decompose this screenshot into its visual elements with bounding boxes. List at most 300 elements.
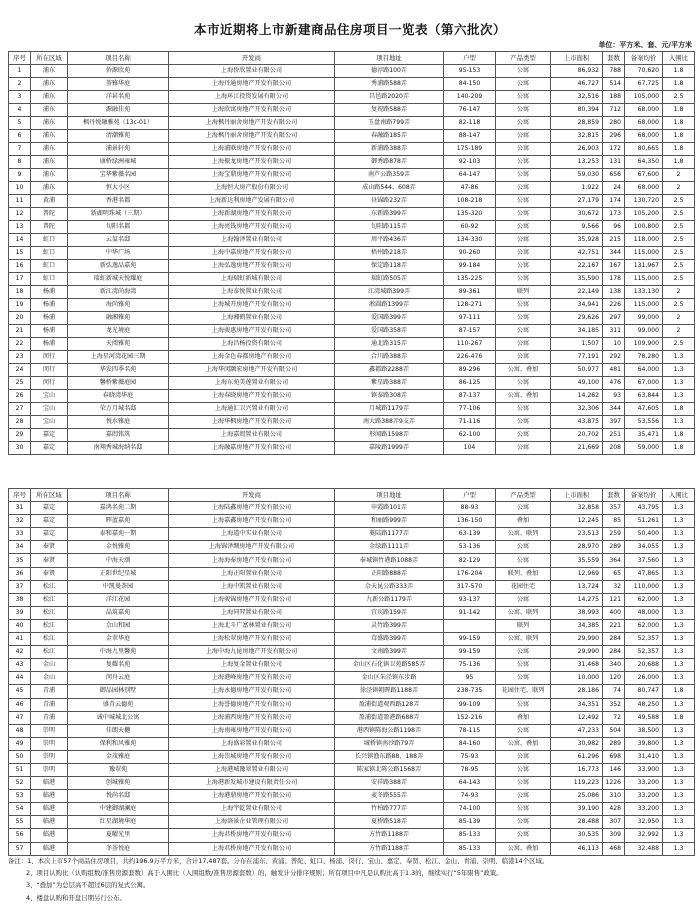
table-row [9,403,695,416]
cell-units: 215 [603,234,625,247]
cell-avg-price: 133,130 [625,286,663,299]
cell-avg-price: 130,720 [625,195,663,208]
table-row [9,299,695,312]
cell-project: 馨桥紫薇庭园 [68,377,169,390]
cell-district: 嘉定 [31,502,68,515]
note-2: 2、项目认购比（认购组数/准售房源套数）高于入围比（入围组数/准售房源套数）的，触发计分排序规则；所有项目中凡是认购比高于1.3的，继续实行“5年限售”政策。 [26,869,503,878]
cell-product-type: 公寓 [496,273,551,286]
cell-product-type: 公寓 [496,117,551,130]
cell-units: 297 [603,312,625,325]
cell-project: 新湖明珠城（三期） [68,208,169,221]
column-header-address: 项目地址 [335,52,444,65]
cell-unit-type: 89-296 [444,364,496,377]
cell-product-type: 联列 [496,286,551,299]
cell-developer: 上海道中实业有限公司 [169,528,335,541]
cell-project: 康桥绿洲雍城 [68,156,169,169]
cell-developer: 上海新湖房地产开发有限公司 [169,208,335,221]
table-row [9,442,695,455]
housing-table-part-2 [8,488,695,856]
cell-project: 天阅雅苑 [68,338,169,351]
cell-index: 13 [9,221,31,234]
column-header-project: 项目名称 [68,52,169,65]
cell-product-type: 联列、叠加 [496,567,551,580]
cell-units: 259 [603,528,625,541]
cell-index: 8 [9,156,31,169]
cell-district: 黄浦 [31,195,68,208]
table-row [9,156,695,169]
cell-unit-type: 90-260 [444,247,496,260]
cell-units: 428 [603,803,625,816]
table-row [9,338,695,351]
cell-developer: 上海枫丹丽舍房地产开发有限公司 [169,117,335,130]
column-header-index: 序号 [9,52,31,65]
cell-developer: 上海港峰房地产开发有限公司 [169,672,335,685]
cell-ratio: 1.3 [663,633,695,646]
cell-avg-price: 63,844 [625,390,663,403]
cell-district: 普陀 [31,208,68,221]
table-row [9,672,695,685]
cell-product-type: 公寓 [496,195,551,208]
table-row [9,416,695,429]
cell-ratio: 1.3 [663,646,695,659]
cell-developer: 上海融嘉房地产开发有限公司 [169,442,335,455]
cell-project: 悦尚名邸 [68,790,169,803]
cell-area: 49,100 [551,377,603,390]
cell-area: 27,179 [551,195,603,208]
cell-index: 46 [9,698,31,711]
cell-project: 洋江花园 [68,593,169,606]
cell-units: 296 [603,130,625,143]
cell-units: 284 [603,633,625,646]
cell-area: 13,724 [551,580,603,593]
table-row [9,567,695,580]
table-row [9,659,695,672]
cell-avg-price: 35,471 [625,429,663,442]
cell-unit-type: 63-139 [444,528,496,541]
cell-address: 形闻路1598弄 [335,429,444,442]
cell-avg-price: 80,665 [625,143,663,156]
table-row [9,816,695,829]
cell-developer: 上海侨欣置业有限公司 [169,65,335,78]
cell-avg-price: 32,950 [625,816,663,829]
table-row [9,390,695,403]
cell-area: 28,488 [551,816,603,829]
table-row [9,515,695,528]
cell-product-type: 公寓 [496,403,551,416]
column-header-district: 所在区域 [31,52,68,65]
cell-district: 宝山 [31,416,68,429]
cell-project: 新江湾尚海湾 [68,286,169,299]
cell-units: 357 [603,502,625,515]
column-header-district: 所在区域 [31,489,68,502]
column-header-developer: 开发商 [169,52,335,65]
table-row [9,750,695,763]
cell-unit-type: 64-147 [444,169,496,182]
cell-address: 长兴镇渔东路88、188弄 [335,750,444,763]
cell-product-type: 公寓 [496,777,551,790]
cell-developer: 上海松翠房地产开发有限公司 [169,633,335,646]
cell-product-type: 公寓 [496,130,551,143]
cell-developer: 上海君桥房地产开发有限公司 [169,829,335,842]
cell-avg-price: 59,000 [625,442,663,455]
cell-developer: 上海君桥房地产开发有限公司 [169,842,335,855]
note-4: 4、楼盘认购和开盘日期另行公布。 [26,893,126,902]
cell-project: 御品园林别墅 [68,685,169,698]
column-header-unit-type: 户型 [444,52,496,65]
cell-units: 476 [603,377,625,390]
cell-address: 正阳路888弄 [335,567,444,580]
cell-units: 698 [603,750,625,763]
cell-product-type: 公寓 [496,338,551,351]
cell-area: 10,000 [551,672,603,685]
cell-district: 虹口 [31,234,68,247]
cell-unit-type: 110-267 [444,338,496,351]
cell-product-type: 公寓 [496,698,551,711]
cell-avg-price: 131,967 [625,260,663,273]
cell-product-type: 公寓 [496,312,551,325]
cell-area: 77,191 [551,351,603,364]
cell-address: 梧州路218弄 [335,247,444,260]
cell-project: 洋甚名苑 [68,91,169,104]
cell-address: 镇泰路308弄 [335,390,444,403]
cell-district: 崇明 [31,724,68,737]
cell-address: 东新路399弄 [335,208,444,221]
cell-ratio: 1.3 [663,777,695,790]
cell-district: 闵行 [31,351,68,364]
cell-address: 月城路1179弄 [335,403,444,416]
cell-district: 杨浦 [31,312,68,325]
cell-area: 43,875 [551,416,603,429]
cell-product-type: 公寓 [496,803,551,816]
cell-district: 杨浦 [31,286,68,299]
cell-unit-type: 82-118 [444,117,496,130]
cell-unit-type: 82-129 [444,554,496,567]
cell-index: 55 [9,816,31,829]
cell-developer: 上海中海九昆房地产开发有限公司 [169,646,335,659]
cell-area: 29,990 [551,633,603,646]
cell-ratio: 1.8 [663,130,695,143]
cell-district: 青浦 [31,711,68,724]
cell-area: 26,903 [551,143,603,156]
cell-address: 秀浦路588弄 [335,78,444,91]
cell-product-type: 公寓、叠加 [496,737,551,750]
cell-district: 浦东 [31,182,68,195]
table-row [9,325,695,338]
cell-developer: 上海永德房地产开发有限公司 [169,685,335,698]
table-row [9,790,695,803]
table-row [9,763,695,776]
cell-index: 3 [9,91,31,104]
cell-address: 和丽路999弄 [335,515,444,528]
cell-developer: 上海嘉闳置业有限公司 [169,429,335,442]
cell-address: 申霞路101弄 [335,502,444,515]
cell-index: 1 [9,65,31,78]
cell-project: 新弘逸品嘉苑 [68,260,169,273]
column-header-area: 上市面积 [551,489,603,502]
cell-units: 24 [603,182,625,195]
cell-developer: 上海泰悦置业有限公司 [169,286,335,299]
cell-district: 临港 [31,842,68,855]
cell-project: 正阳世纪星城 [68,567,169,580]
cell-address: 周平路436弄 [335,234,444,247]
cell-project: 中海九里馨苑 [68,646,169,659]
cell-project: 悦水雅庭 [68,416,169,429]
cell-area: 35,590 [551,273,603,286]
cell-district: 闵行 [31,377,68,390]
cell-units: 344 [603,403,625,416]
cell-project: 保利和风雅苑 [68,737,169,750]
cell-index: 22 [9,338,31,351]
cell-product-type: 公寓、叠加 [496,364,551,377]
cell-unit-type: 176-204 [444,567,496,580]
cell-product-type: 公寓 [496,351,551,364]
cell-index: 9 [9,169,31,182]
cell-district: 浦东 [31,65,68,78]
cell-area: 12,245 [551,515,603,528]
cell-developer: 上海嘉鑫房地产开发有限公司 [169,515,335,528]
cell-project: 晖蓝嘉苑 [68,515,169,528]
cell-district: 崇明 [31,763,68,776]
cell-unit-type: 92-103 [444,156,496,169]
cell-unit-type: 75-93 [444,750,496,763]
cell-avg-price: 115,000 [625,273,663,286]
cell-product-type: 公寓 [496,247,551,260]
table-row [9,724,695,737]
cell-avg-price: 37,560 [625,554,663,567]
cell-units: 96 [603,221,625,234]
cell-area: 28,186 [551,685,603,698]
column-header-ratio: 入围比 [663,489,695,502]
table-row [9,554,695,567]
cell-project: 创城雅苑 [68,777,169,790]
table-row [9,273,695,286]
cell-unit-type: 62-100 [444,429,496,442]
cell-area: 16,773 [551,763,603,776]
cell-project: 中建御湖澜庭 [68,803,169,816]
cell-address: 金山区石化镇卫苑路585弄 [335,659,444,672]
table-row [9,593,695,606]
cell-district: 嘉定 [31,515,68,528]
cell-index: 47 [9,711,31,724]
cell-avg-price: 68,000 [625,182,663,195]
cell-project: 香港名都 [68,195,169,208]
cell-product-type: 公寓 [496,221,551,234]
cell-ratio: 1.3 [663,567,695,580]
cell-product-type: 公寓 [496,790,551,803]
cell-ratio: 2 [663,325,695,338]
cell-unit-type: 88-93 [444,502,496,515]
cell-avg-price: 39,800 [625,737,663,750]
cell-units: 167 [603,260,625,273]
cell-address: 徐泾镇朝晖路1188弄 [335,685,444,698]
cell-area: 28,859 [551,117,603,130]
cell-district: 松江 [31,633,68,646]
cell-project: 冬荟悦庭 [68,842,169,855]
cell-address: 菱陆路1177弄 [335,528,444,541]
cell-ratio: 1.8 [663,403,695,416]
cell-address: 竹柏路777弄 [335,803,444,816]
cell-ratio: 2.5 [663,221,695,234]
cell-ratio: 1.3 [663,528,695,541]
cell-district: 虹口 [31,260,68,273]
cell-avg-price: 62,000 [625,619,663,632]
cell-index: 11 [9,195,31,208]
cell-avg-price: 68,000 [625,130,663,143]
cell-developer: 上海海奉房地产开发有限公司 [169,554,335,567]
housing-table-part-1 [8,51,695,455]
cell-developer: 上海骏锦房地产开发有限公司 [169,593,335,606]
cell-area: 42,751 [551,247,603,260]
cell-area: 14,275 [551,593,603,606]
cell-units: 284 [603,646,625,659]
cell-area: 12,492 [551,711,603,724]
cell-units: 481 [603,364,625,377]
cell-unit-type: 64-143 [444,777,496,790]
cell-developer: 上海瑞虹新城有限公司 [169,273,335,286]
table-row [9,829,695,842]
cell-index: 31 [9,502,31,515]
cell-developer: 上海通汇卫兴置业有限公司 [169,403,335,416]
cell-district: 宝山 [31,390,68,403]
cell-index: 40 [9,619,31,632]
cell-ratio: 2.5 [663,234,695,247]
cell-address: 灵竹路399弄 [335,619,444,632]
cell-ratio: 1.3 [663,593,695,606]
cell-area: 46,727 [551,78,603,91]
cell-address: 成山路544、608弄 [335,182,444,195]
cell-district: 崇明 [31,750,68,763]
cell-area: 59,030 [551,169,603,182]
cell-product-type: 公寓 [496,429,551,442]
cell-developer: 上海亮钱房地产开发有限公司 [169,221,335,234]
cell-unit-type: 134-330 [444,234,496,247]
cell-project: 佘山和园 [68,619,169,632]
cell-avg-price: 32,488 [625,842,663,855]
cell-project: 中华广场 [68,247,169,260]
cell-project: 荣万月城名邸 [68,403,169,416]
cell-avg-price: 99,000 [625,312,663,325]
cell-unit-type: 95 [444,672,496,685]
cell-address: 金山区朱泾镇东步路 [335,672,444,685]
cell-project: 荟雅华庭 [68,78,169,91]
cell-ratio: 1.3 [663,351,695,364]
cell-units: 74 [603,685,625,698]
cell-index: 41 [9,633,31,646]
cell-developer: 上海盛彩置业有限公司 [169,737,335,750]
cell-area: 61,296 [551,750,603,763]
cell-developer: 上海春晓房地产开发有限公司 [169,390,335,403]
table-row [9,312,695,325]
cell-units: 289 [603,737,625,750]
cell-index: 6 [9,130,31,143]
cell-area: 30,672 [551,208,603,221]
cell-district: 松江 [31,580,68,593]
cell-address: 陈家镇北陈公路1568弄 [335,763,444,776]
cell-address: 安祥路388弄 [335,777,444,790]
cell-district: 宝山 [31,403,68,416]
cell-project: 海尚雅苑 [68,299,169,312]
cell-units: 397 [603,416,625,429]
cell-area: 30,535 [551,829,603,842]
cell-area: 35,928 [551,234,603,247]
table-row [9,777,695,790]
cell-index: 12 [9,208,31,221]
cell-index: 42 [9,646,31,659]
cell-index: 32 [9,515,31,528]
table-row [9,104,695,117]
cell-avg-price: 48,250 [625,698,663,711]
cell-address: 爱国路358弄 [335,325,444,338]
cell-project: 佳朗天樾 [68,724,169,737]
cell-developer: 上海湘鹤置业有限公司 [169,312,335,325]
cell-ratio: 1.3 [663,364,695,377]
cell-product-type: 公寓 [496,541,551,554]
cell-district: 虹口 [31,247,68,260]
cell-unit-type: 99-184 [444,260,496,273]
table-row [9,606,695,619]
cell-project: 金茂雅庭 [68,750,169,763]
cell-project: 瑞虹新城天悦耀庭 [68,273,169,286]
cell-area: 28,970 [551,541,603,554]
cell-district: 松江 [31,606,68,619]
cell-area: 23,513 [551,528,603,541]
table-row [9,195,695,208]
cell-developer: 上海崇城房地产开发有限公司 [169,750,335,763]
cell-ratio: 1.3 [663,377,695,390]
cell-index: 34 [9,541,31,554]
column-header-unit-type: 户型 [444,489,496,502]
cell-unit-type: 104 [444,442,496,455]
cell-project: 晶筑嘉苑 [68,606,169,619]
table-row [9,130,695,143]
cell-index: 39 [9,606,31,619]
cell-product-type: 公寓 [496,182,551,195]
cell-district: 嘉定 [31,442,68,455]
cell-developer: 上海正阳置业有限公司 [169,567,335,580]
cell-unit-type: 99-159 [444,646,496,659]
cell-address: 德淳路100弄 [335,65,444,78]
cell-project: 中海天颂 [68,554,169,567]
cell-product-type: 公寓 [496,325,551,338]
cell-ratio: 2 [663,169,695,182]
cell-index: 15 [9,247,31,260]
cell-area: 34,351 [551,698,603,711]
cell-developer: 上海锦泽绸房地产开发有限公司 [169,541,335,554]
cell-unit-type: 97-111 [444,312,496,325]
cell-avg-price: 20,688 [625,659,663,672]
cell-developer: 上海浦联房地产开发有限公司 [169,143,335,156]
cell-index: 5 [9,117,31,130]
cell-units: 178 [603,273,625,286]
cell-units: 344 [603,247,625,260]
cell-units: 311 [603,325,625,338]
cell-developer: 上海骏惠房地产开发有限公司 [169,325,335,338]
cell-ratio: 2.5 [663,299,695,312]
cell-avg-price: 68,000 [625,117,663,130]
cell-developer: 上海港新发城市建设有限责任公司 [169,777,335,790]
cell-district: 临港 [31,790,68,803]
cell-index: 53 [9,790,31,803]
cell-avg-price: 38,500 [625,724,663,737]
cell-unit-type: 136-150 [444,515,496,528]
cell-ratio: 2.5 [663,208,695,221]
cell-index: 30 [9,442,31,455]
cell-project: 华发四季名苑 [68,364,169,377]
cell-ratio: 1.8 [663,78,695,91]
cell-avg-price: 67,600 [625,169,663,182]
cell-district: 杨浦 [31,325,68,338]
cell-avg-price: 118,000 [625,234,663,247]
